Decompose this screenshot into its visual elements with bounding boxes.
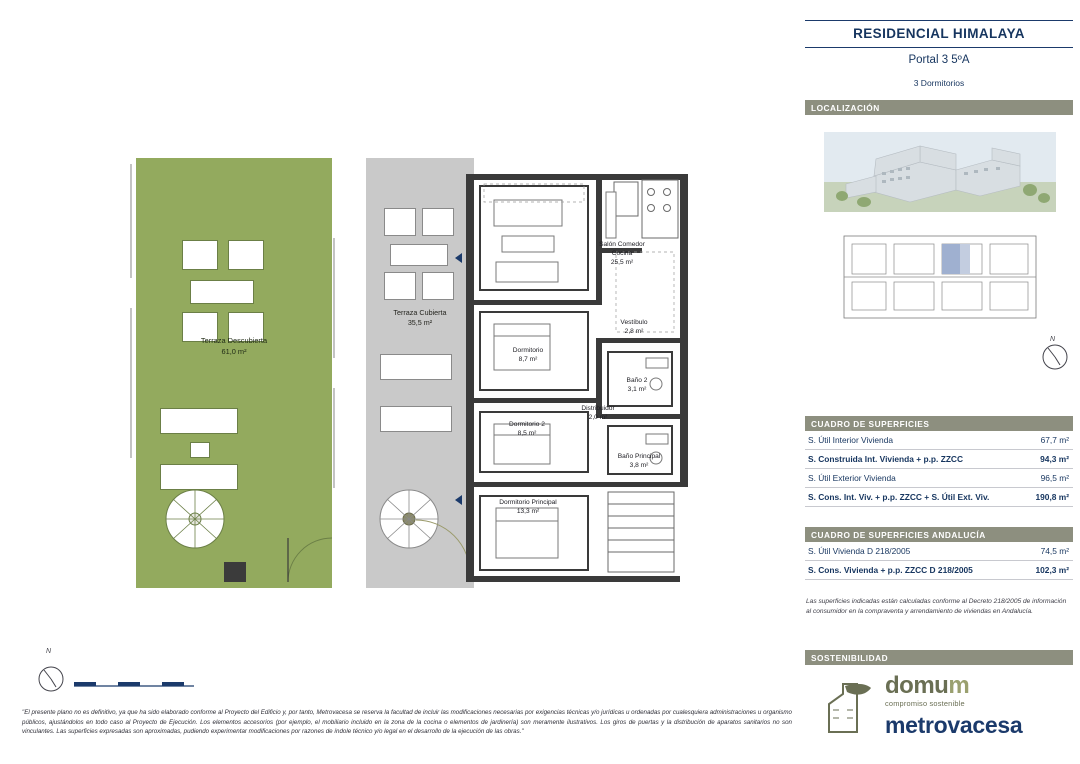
furniture-chair xyxy=(384,208,416,236)
row-value: 74,5 m² xyxy=(1040,546,1069,556)
room-name: Distribuidor xyxy=(581,405,615,412)
domum-logo xyxy=(885,674,969,708)
room-area: 2,0 m² xyxy=(588,414,608,422)
section-header-cuadro-andalucia: CUADRO DE SUPERFICIES ANDALUCÍA xyxy=(805,527,1073,542)
section-header-sostenibilidad: SOSTENIBILIDAD xyxy=(805,650,1073,665)
row-label: S. Útil Interior Vivienda xyxy=(808,435,894,445)
table-row xyxy=(805,450,1073,469)
row-label: S. Útil Exterior Vivienda xyxy=(808,473,896,483)
wall-block xyxy=(224,562,246,582)
andalucia-note: Las superficies indicadas están calculadas conforme al Decreto 218/2005 de información al consumidor en la compraventa y arrendamiento de viviendas en Andalucía. xyxy=(806,598,1067,615)
row-label: S. Cons. Int. Viv. + p.p. ZZCC + S. Útil Ext. Viv. xyxy=(808,492,990,502)
table-row xyxy=(805,469,1073,488)
furniture-chair xyxy=(182,240,218,270)
room-name: Dormitorio Principal xyxy=(499,499,557,506)
row-value: 96,5 m² xyxy=(1040,473,1069,483)
furniture-sofa xyxy=(160,464,238,490)
furniture-sofa xyxy=(160,408,238,434)
room-label-dormitorio xyxy=(496,346,560,364)
furniture-chair xyxy=(384,272,416,300)
room-name: Dormitorio xyxy=(512,347,544,354)
row-value: 102,3 m² xyxy=(1035,565,1069,575)
room-area: 25,5 m² xyxy=(610,259,634,267)
row-value: 94,3 m² xyxy=(1040,454,1069,464)
room-label-dormitorio-principal xyxy=(488,498,568,516)
room-area: 3,1 m² xyxy=(627,386,647,394)
furniture-chair xyxy=(228,240,264,270)
info-panel xyxy=(800,0,1080,764)
section-header-cuadro-superficies: CUADRO DE SUPERFICIES xyxy=(805,416,1073,431)
interior-plan-svg xyxy=(466,152,696,588)
room-name: Baño Principal xyxy=(617,453,661,460)
row-label: S. Útil Vivienda D 218/2005 xyxy=(808,546,911,556)
furniture-table xyxy=(190,280,254,304)
view-arrow-icon xyxy=(455,495,462,505)
metrovacesa-logo: metrovacesa xyxy=(885,712,1023,738)
building-render xyxy=(824,132,1056,212)
room-name: Vestíbulo xyxy=(620,319,648,326)
page-title: RESIDENCIAL HIMALAYA xyxy=(853,26,1025,41)
room-area: 13,3 m² xyxy=(516,508,540,516)
door-swing-icon xyxy=(286,536,334,584)
row-label: S. Cons. Vivienda + p.p. ZZCC D 218/2005 xyxy=(808,565,973,575)
furniture-chair xyxy=(422,272,454,300)
covered-terrace-plan xyxy=(366,158,474,588)
bedrooms-subtitle: 3 Dormitorios xyxy=(913,78,965,88)
furniture-sofa xyxy=(380,354,452,380)
room-label-dormitorio2 xyxy=(494,420,560,438)
interior-plan xyxy=(466,152,696,588)
table-row xyxy=(805,542,1073,561)
room-area: 8,5 m² xyxy=(517,430,537,438)
furniture-sofa xyxy=(380,406,452,432)
table-row xyxy=(805,561,1073,580)
table-row xyxy=(805,431,1073,450)
view-arrow-icon xyxy=(455,253,462,263)
room-area: 3,8 m² xyxy=(629,462,649,470)
room-label-vestibulo xyxy=(606,318,662,336)
site-plan xyxy=(824,222,1056,332)
room-label-salon xyxy=(594,240,650,268)
project-title-band xyxy=(805,20,1073,48)
room-name: Salón Comedor Cocina xyxy=(599,241,645,258)
compass-label: N xyxy=(1050,336,1056,343)
dimension-ticks xyxy=(126,158,136,588)
furniture-table xyxy=(390,244,448,266)
room-name: Terraza Descubierta xyxy=(200,336,268,345)
room-name: Terraza Cubierta xyxy=(393,308,447,317)
room-name: Dormitorio 2 xyxy=(509,421,545,428)
compass-label: N xyxy=(46,648,52,655)
room-name: Baño 2 xyxy=(626,377,648,384)
portal-subtitle: Portal 3 5ºA xyxy=(908,54,970,66)
room-label-terraza-descubierta xyxy=(136,336,332,357)
dimension-ticks xyxy=(330,158,340,588)
room-label-bano-principal xyxy=(608,452,670,470)
furniture-chair xyxy=(422,208,454,236)
room-label-distribuidor xyxy=(570,404,626,422)
terrace-plan xyxy=(136,158,332,588)
spiral-staircase-icon xyxy=(164,488,226,550)
scale-bar xyxy=(74,678,194,690)
row-value: 67,7 m² xyxy=(1040,435,1069,445)
sustainability-leaf-icon xyxy=(823,678,881,734)
table-row xyxy=(805,488,1073,507)
surfaces-table xyxy=(805,431,1073,507)
domum-tagline: compromiso sostenible xyxy=(885,699,965,708)
room-area: 8,7 m² xyxy=(518,356,538,364)
room-label-terraza-cubierta xyxy=(366,308,474,329)
room-area: 61,0 m² xyxy=(221,346,247,356)
furniture-stool xyxy=(190,442,210,458)
row-label: S. Construida Int. Vivienda + p.p. ZZCC xyxy=(808,454,964,464)
section-header-localizacion: LOCALIZACIÓN xyxy=(805,100,1073,115)
surfaces-andalucia-table xyxy=(805,542,1073,580)
legal-disclaimer: "El presente plano no es definitivo, ya que ha sido elaborado conforme al Proyecto del Edificio y, por tanto, Metrovacesa se reserva la facultad de incluir las modificaciones necesarias por exigencias técnicas y/o jurídicas u ordenadas por cualesquiera administraciones u organismo públicos, ajustándolos en todo caso al Proyecto de Ejecución. Los elementos accesorios (por ejemplo, el mobiliario incluido en la zona de la cocina o elementos de jardinería) son meramente ilustrativos. Los giros de puertas y la distribución de aparatos sanitarios no son vinculantes. Las superficies expresadas son aproximadas, pudiendo experimentar modificaciones por razones de índole técnico y/o legal en el desarrollo de la ejecución de las obras." xyxy=(22,709,792,736)
room-label-bano2 xyxy=(612,376,662,394)
brand-logos xyxy=(805,672,1073,742)
row-value: 190,8 m² xyxy=(1035,492,1069,502)
room-area: 35,5 m² xyxy=(407,318,433,328)
domum-wordmark: domum xyxy=(885,672,970,699)
room-area: 2,8 m² xyxy=(624,328,644,336)
door-swing-icon xyxy=(414,518,472,576)
